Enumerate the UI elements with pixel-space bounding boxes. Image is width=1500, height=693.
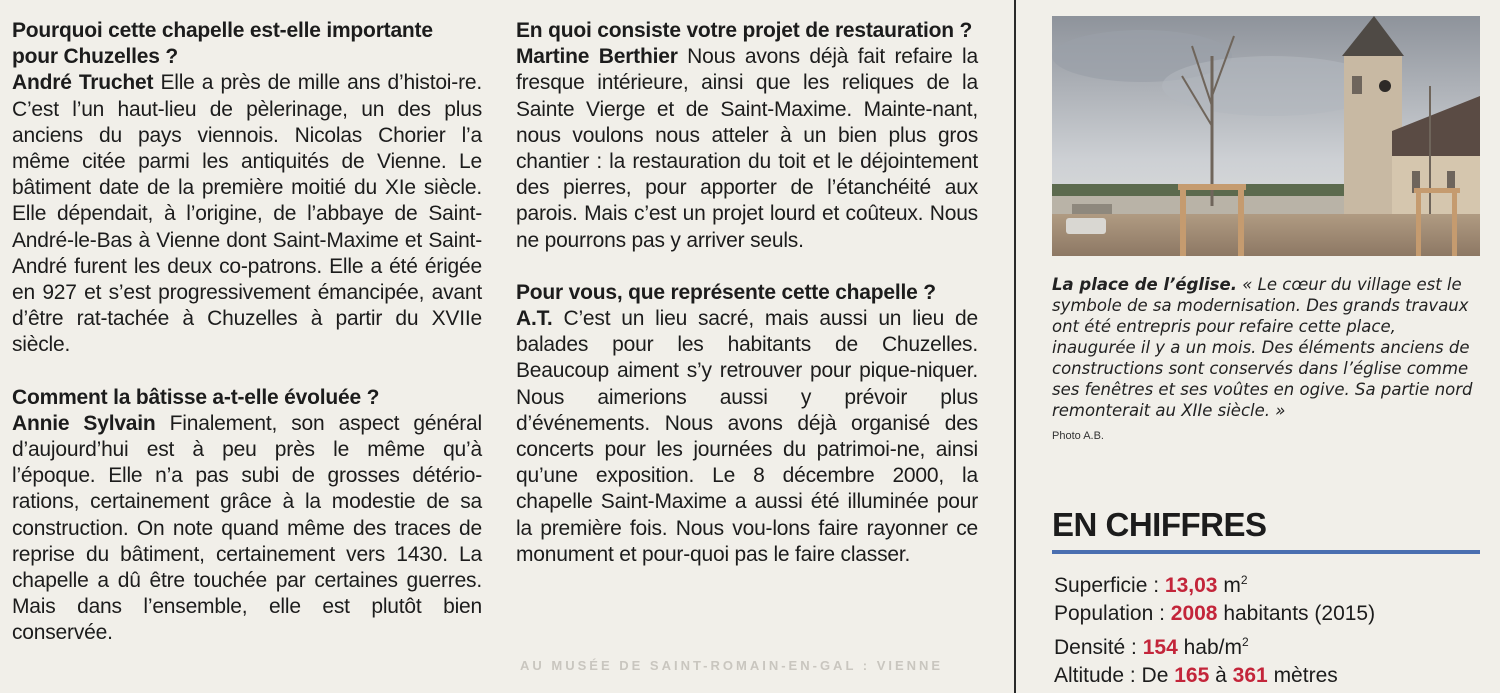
answer-text: Elle a près de mille ans d’histoi-re. C’est l’un haut-lieu de pèlerinage, un des plus anciens du pays viennois. Nicolas Chorier l’a même citée parmi les antiquités de Vienne. Le bâtiment date de la première moitié du XIe siècle. Elle dépendait, à l’origine, de l’abbaye de Saint-André-le-Bas à Vienne dont Saint-Maxime et Saint-André furent les deux co-patrons. Elle a été érigée en 927 et s’est progressivement émancipée, avant d’être rat-tachée à Chuzelles à partir du XVIIe siècle. <box>12 71 482 357</box>
stat-connector: à <box>1215 664 1227 687</box>
speaker-name: Annie Sylvain <box>12 411 156 435</box>
stat-densite: Densité : 154 hab/$m^2$ <box>1054 635 1249 659</box>
stat-superficie: Superficie : 13,03 $m^2$ <box>1054 573 1248 597</box>
question-heading: Comment la bâtisse a-t-elle évoluée ? <box>12 385 380 409</box>
speaker-name: A.T. <box>516 307 553 331</box>
photo-caption <box>1052 274 1480 421</box>
figures-list <box>1054 566 1375 690</box>
stat-unit: mètres <box>1273 664 1338 687</box>
bleed-through-text: AU MUSÉE DE SAINT-ROMAIN-EN-GAL : VIENNE <box>520 658 944 673</box>
answer-text: Nous avons déjà fait refaire la fresque intérieure, ainsi que les reliques de la Sainte Vierge et de Saint-Maxime. Mainte-nant, nous voulons nous atteler à un bien plus gros chantier : la restauration du toit et le déjointement des pierres, pour apporter de l’étanchéité aux parois. Mais c’est un projet lourd et coûteux. Nous ne pourrons pas y arriver seuls. <box>516 45 978 252</box>
question-heading: Pour vous, que représente cette chapelle ? <box>516 280 936 304</box>
stat-label: Superficie : <box>1054 574 1160 597</box>
speaker-name: Martine Berthier <box>516 45 678 69</box>
stat-value: 165 <box>1174 664 1210 687</box>
photo-credit: Photo A.B. <box>1052 430 1104 442</box>
stat-unit: m <box>1223 574 1241 597</box>
answer-paragraph <box>516 44 978 254</box>
church-photo <box>1052 16 1480 256</box>
question-heading: En quoi consiste votre projet de restauration ? <box>516 19 973 42</box>
church-photo-illustration <box>1052 16 1480 256</box>
stat-label: Population : <box>1054 602 1165 625</box>
figures-heading: EN CHIFFRES <box>1052 506 1480 554</box>
speaker-name: André Truchet <box>12 71 154 95</box>
stat-value: 361 <box>1232 664 1268 687</box>
caption-title: La place de l’église. <box>1052 275 1237 294</box>
stat-value: 154 <box>1142 636 1178 659</box>
article-column-1 <box>12 18 482 673</box>
question-heading: Pourquoi cette chapelle est-elle importante pour Chuzelles ? <box>12 19 433 69</box>
stat-altitude <box>1054 662 1375 690</box>
answer-paragraph <box>12 70 482 358</box>
stat-unit: hab/m <box>1183 636 1242 659</box>
caption-text: « Le cœur du village est le symbole de sa modernisation. Des grands travaux ont été entrepris pour refaire cette place, inaugurée il y a un mois. Des éléments anciens de constructions sont conservés dans l’église comme ses fenêtres et ses voûtes en ogive. Sa partie nord remonterait au XIIe siècle. » <box>1052 275 1473 420</box>
stat-unit: habitants (2015) <box>1223 602 1376 625</box>
stat-population <box>1054 600 1375 628</box>
stat-value: 2008 <box>1170 602 1218 625</box>
stat-value: 13,03 <box>1164 574 1218 597</box>
article-column-2 <box>516 18 978 594</box>
answer-paragraph <box>516 306 978 568</box>
stat-label: Altitude : De <box>1054 664 1169 687</box>
stat-label: Densité : <box>1054 636 1137 659</box>
answer-paragraph <box>12 411 482 647</box>
answer-text: Finalement, son aspect général d’aujourd’hui est à peu près le même qu’à l’époque. Elle n’a pas subi de grosses détério-rations, certainement grâce à la modestie de sa construction. On note quand même des traces de reprise du bâtiment, certainement vers 1430. La chapelle a dû être touchée par certaines guerres. Mais dans l’ensemble, elle est plutôt bien conservée. <box>12 411 482 645</box>
column-divider <box>1014 0 1016 693</box>
answer-text: C’est un lieu sacré, mais aussi un lieu de balades pour les habitants de Chuzelles. Beaucoup aiment s’y retrouver pour pique-niquer. Nous aimerions aussi y prévoir plus d’événements. Nous avons déjà organisé des concerts pour les journées du patrimoi-ne, ainsi qu’une exposition. Le 8 décembre 2000, la chapelle Saint-Maxime a aussi été illuminée pour la première fois. Nous vou-lons faire rayonner ce monument et pour-quoi pas le faire classer. <box>516 307 978 566</box>
